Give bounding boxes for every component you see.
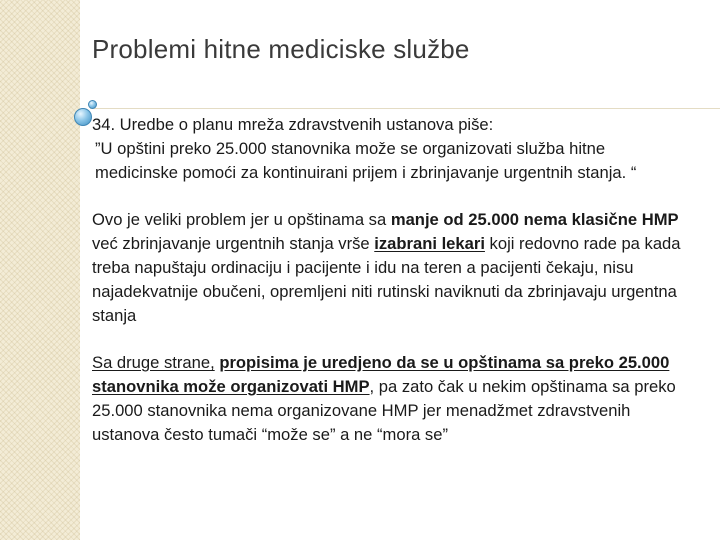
paragraph-problem: [92, 208, 692, 328]
problem-underline-1: izabrani lekari: [374, 234, 485, 253]
slide-title: Problemi hitne mediciske službe: [92, 34, 470, 64]
other-side-bold-underline: propisima je uredjeno da se u opštinama sa preko 25.000 stanovnika može organizovati HMP: [92, 353, 670, 396]
decorative-side-strip: [0, 0, 80, 540]
paragraph-intro: 34. Uredbe o planu mreža zdravstvenih ustanova piše:: [92, 115, 494, 134]
other-side-underline-1: Sa druge strane,: [92, 353, 215, 372]
slide-body: [92, 113, 692, 447]
bubble-small-icon: [88, 100, 97, 109]
paragraph-quote: ”U opštini preko 25.000 stanovnika može se organizovati služba hitne medicinske pomoći za kontinuirani prijem i zbrinjavanje urgentnih stanja. “: [95, 139, 637, 182]
title-divider: [90, 108, 720, 109]
paragraph-other-side: [92, 351, 692, 447]
bubble-large-icon: [74, 108, 92, 126]
problem-text-2: već zbrinjavanje urgentnih stanja vrše: [92, 234, 375, 253]
problem-text-3: koji redovno rade pa kada treba napuštaju ordinaciju i pacijente i idu na teren a pacijenti čekaju, nisu najadekvatnije obučeni, opremljeni niti rutinski naviknuti da zbrinjavaju urgentna stanja: [92, 234, 681, 325]
problem-bold-1: manje od 25.000 nema klasične HMP: [390, 210, 679, 229]
other-side-text-2: , pa zato čak u nekim opštinama sa preko 25.000 stanovnika nema organizovane HMP jer menadžmet zdravstvenih ustanova često tumači “može se” a ne “mora se”: [92, 377, 676, 444]
problem-text-1: Ovo je veliki problem jer u opštinama sa: [92, 210, 391, 229]
